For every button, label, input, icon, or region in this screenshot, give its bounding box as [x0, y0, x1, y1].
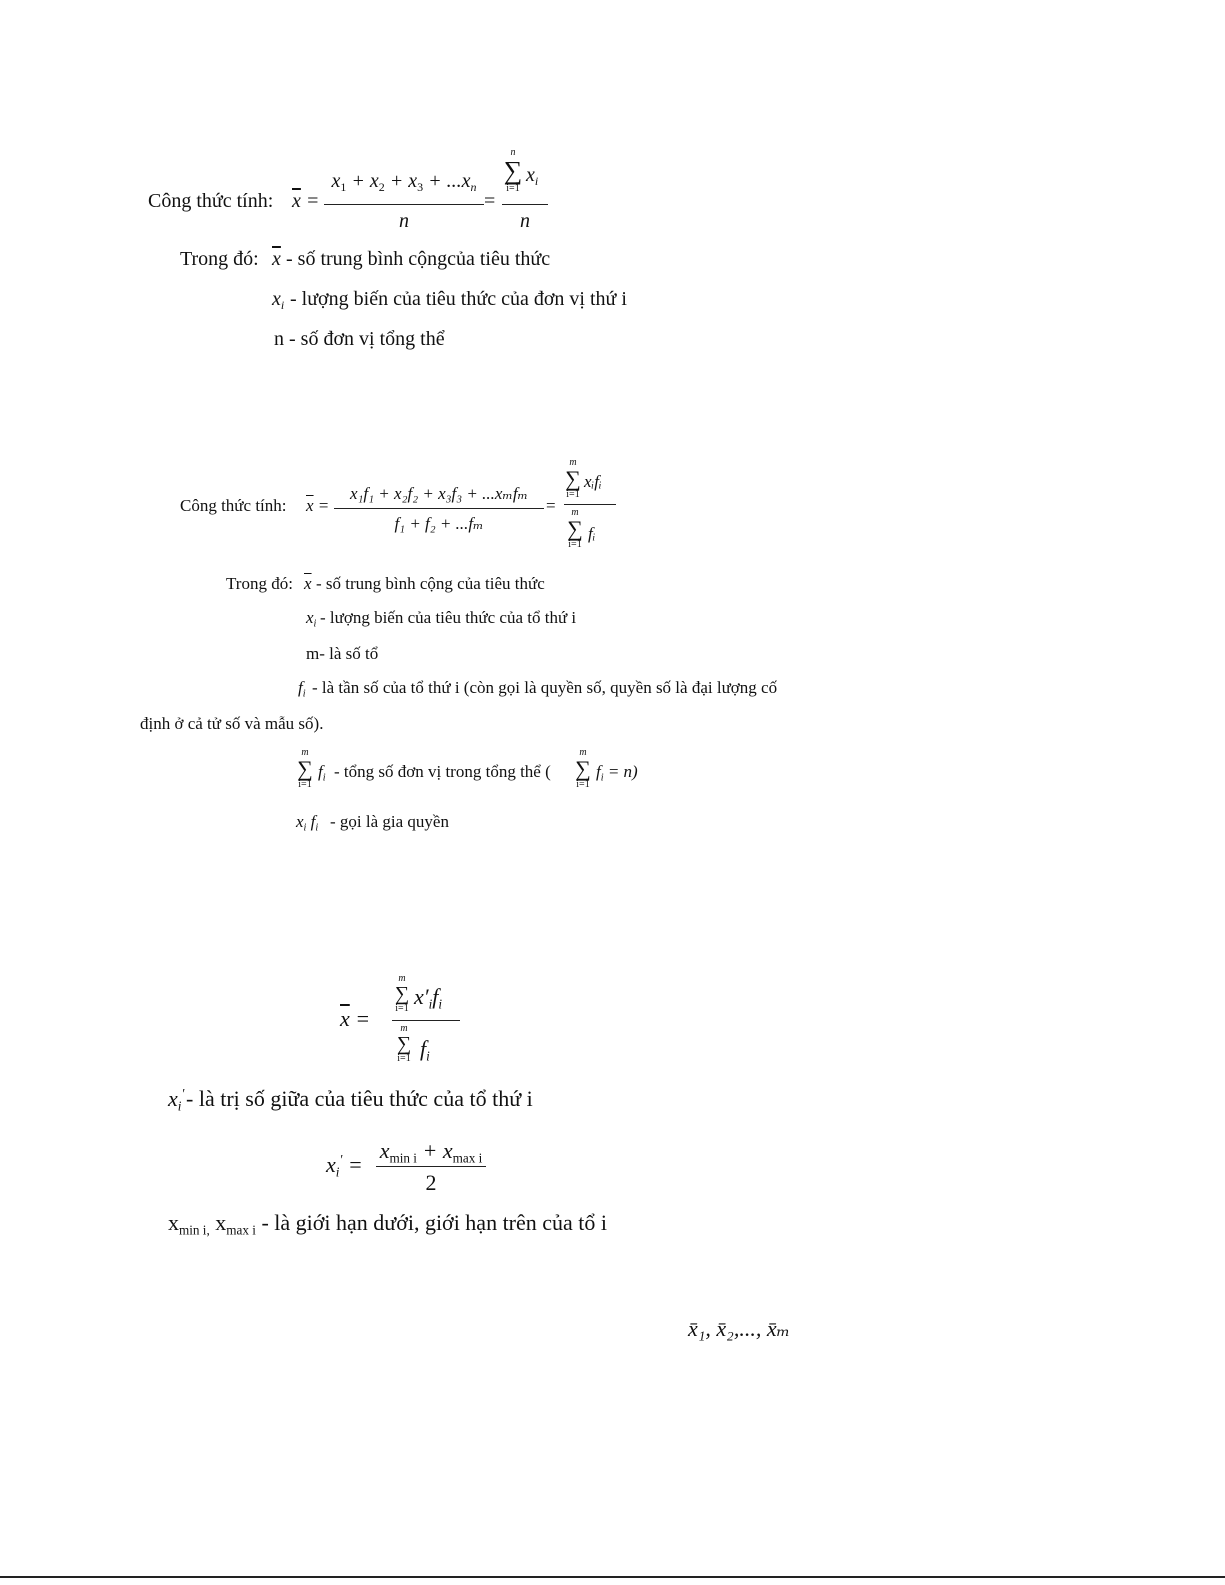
- weighted-fraction: [334, 484, 544, 538]
- trong-do-label: Trong đó:: [180, 248, 259, 270]
- simple-mean-fraction: [324, 170, 484, 230]
- equals-sign: =: [546, 496, 556, 515]
- sigma-symbol: m ∑ i=1: [394, 973, 410, 1014]
- page-bottom-rule: [0, 1576, 1225, 1578]
- mean-symbol: $\overline{x}$ =: [340, 1006, 371, 1031]
- def-xi-symbol: $x_i$: [306, 608, 317, 630]
- equals-sign: =: [484, 190, 496, 212]
- def-xi-symbol: $x_i$: [272, 288, 285, 313]
- def-fi-symbol: $f_i$: [298, 678, 306, 700]
- trong-do-label: Trong đó:: [226, 574, 293, 593]
- sum-num-term: xᵢfᵢ: [584, 472, 602, 491]
- weighted-numerator: x₁f₁ + x₂f₂ + x₃f₃ + ...xₘfₘ: [349, 484, 529, 503]
- sum-fraction: [502, 148, 548, 230]
- mean-symbol: $\overline{x}$ =: [306, 496, 330, 515]
- weighted-sum-fraction: [564, 458, 616, 558]
- limits-definition: $x_{min i,}$ $x_{max i}$ - là giới hạn dưới, giới hạn trên của tổ i: [168, 1210, 608, 1238]
- midpoint-fraction: [376, 1138, 486, 1198]
- def-xifi-symbol: $x_i$ $f_i$: [296, 812, 319, 834]
- grouped-den-term: $f_i$: [420, 1036, 430, 1064]
- formula-label: Công thức tính:: [180, 496, 287, 515]
- def-fi-text: - là tần số của tổ thứ i (còn gọi là quyền số, quyền số là đại lượng cố: [312, 678, 778, 697]
- midpoint-numerator: $x_{min i} + x_{max i}$: [379, 1138, 483, 1166]
- midpoint-denominator: 2: [425, 1170, 437, 1195]
- formula-label: Công thức tính:: [148, 190, 274, 212]
- grouped-fraction: [392, 974, 460, 1070]
- sum-denominator: n: [520, 210, 530, 232]
- simple-mean-numerator: $x_1 + x_2 + x_3 + ...x_n$: [331, 170, 477, 195]
- def-fi-continued: định ở cả tử số và mẫu số).: [140, 714, 324, 733]
- sigma-symbol: n ∑ i=1: [503, 147, 523, 194]
- def-sum-fi-symbol: $f_i$: [318, 762, 326, 784]
- sigma-symbol: m ∑ i=1: [575, 747, 591, 790]
- def-xi-prime-text: - là trị số giữa của tiêu thức của tổ thứ i: [186, 1086, 533, 1111]
- def-xi-text: - lượng biến của tiêu thức của tổ thứ i: [320, 608, 577, 627]
- def-mean-symbol: $\overline{x}$: [272, 248, 281, 270]
- def-m-text: m- là số tổ: [306, 644, 379, 663]
- def-mean-symbol: $\overline{x}$: [304, 574, 312, 593]
- xi-prime-symbol: $x_i'$ =: [326, 1152, 363, 1180]
- weighted-denominator: f₁ + f₂ + ...fₘ: [394, 514, 484, 533]
- sum-term: $x_i$: [526, 164, 539, 189]
- mean-symbol: $\overline{x}$ =: [292, 190, 320, 212]
- def-xifi-text: - gọi là gia quyền: [330, 812, 449, 831]
- def-n-text: n - số đơn vị tổng thể: [274, 328, 445, 350]
- def-sum-fi-text: - tổng số đơn vị trong tổng thể (: [334, 762, 551, 781]
- sigma-symbol: m ∑ i=1: [567, 507, 583, 550]
- grouped-num-term: $x'_if_i$: [414, 984, 443, 1012]
- group-means-list: x̄₁, x̄₂,..., x̄ₘ: [688, 1316, 791, 1341]
- def-mean-text: - số trung bình cộngcủa tiêu thức: [286, 248, 551, 270]
- sigma-symbol: m ∑ i=1: [396, 1023, 412, 1064]
- sum-fi-equals-n: $f_i = n$): [596, 762, 638, 784]
- def-xi-prime-symbol: $x_i'$: [168, 1086, 185, 1114]
- sigma-symbol: m ∑ i=1: [565, 457, 581, 500]
- sum-den-term: fᵢ: [588, 524, 596, 543]
- def-xi-text: - lượng biến của tiêu thức của đơn vị thứ i: [290, 288, 627, 310]
- def-mean-text: - số trung bình cộng của tiêu thức: [316, 574, 545, 593]
- simple-mean-denominator: n: [399, 210, 409, 232]
- sigma-symbol: m ∑ i=1: [297, 747, 313, 790]
